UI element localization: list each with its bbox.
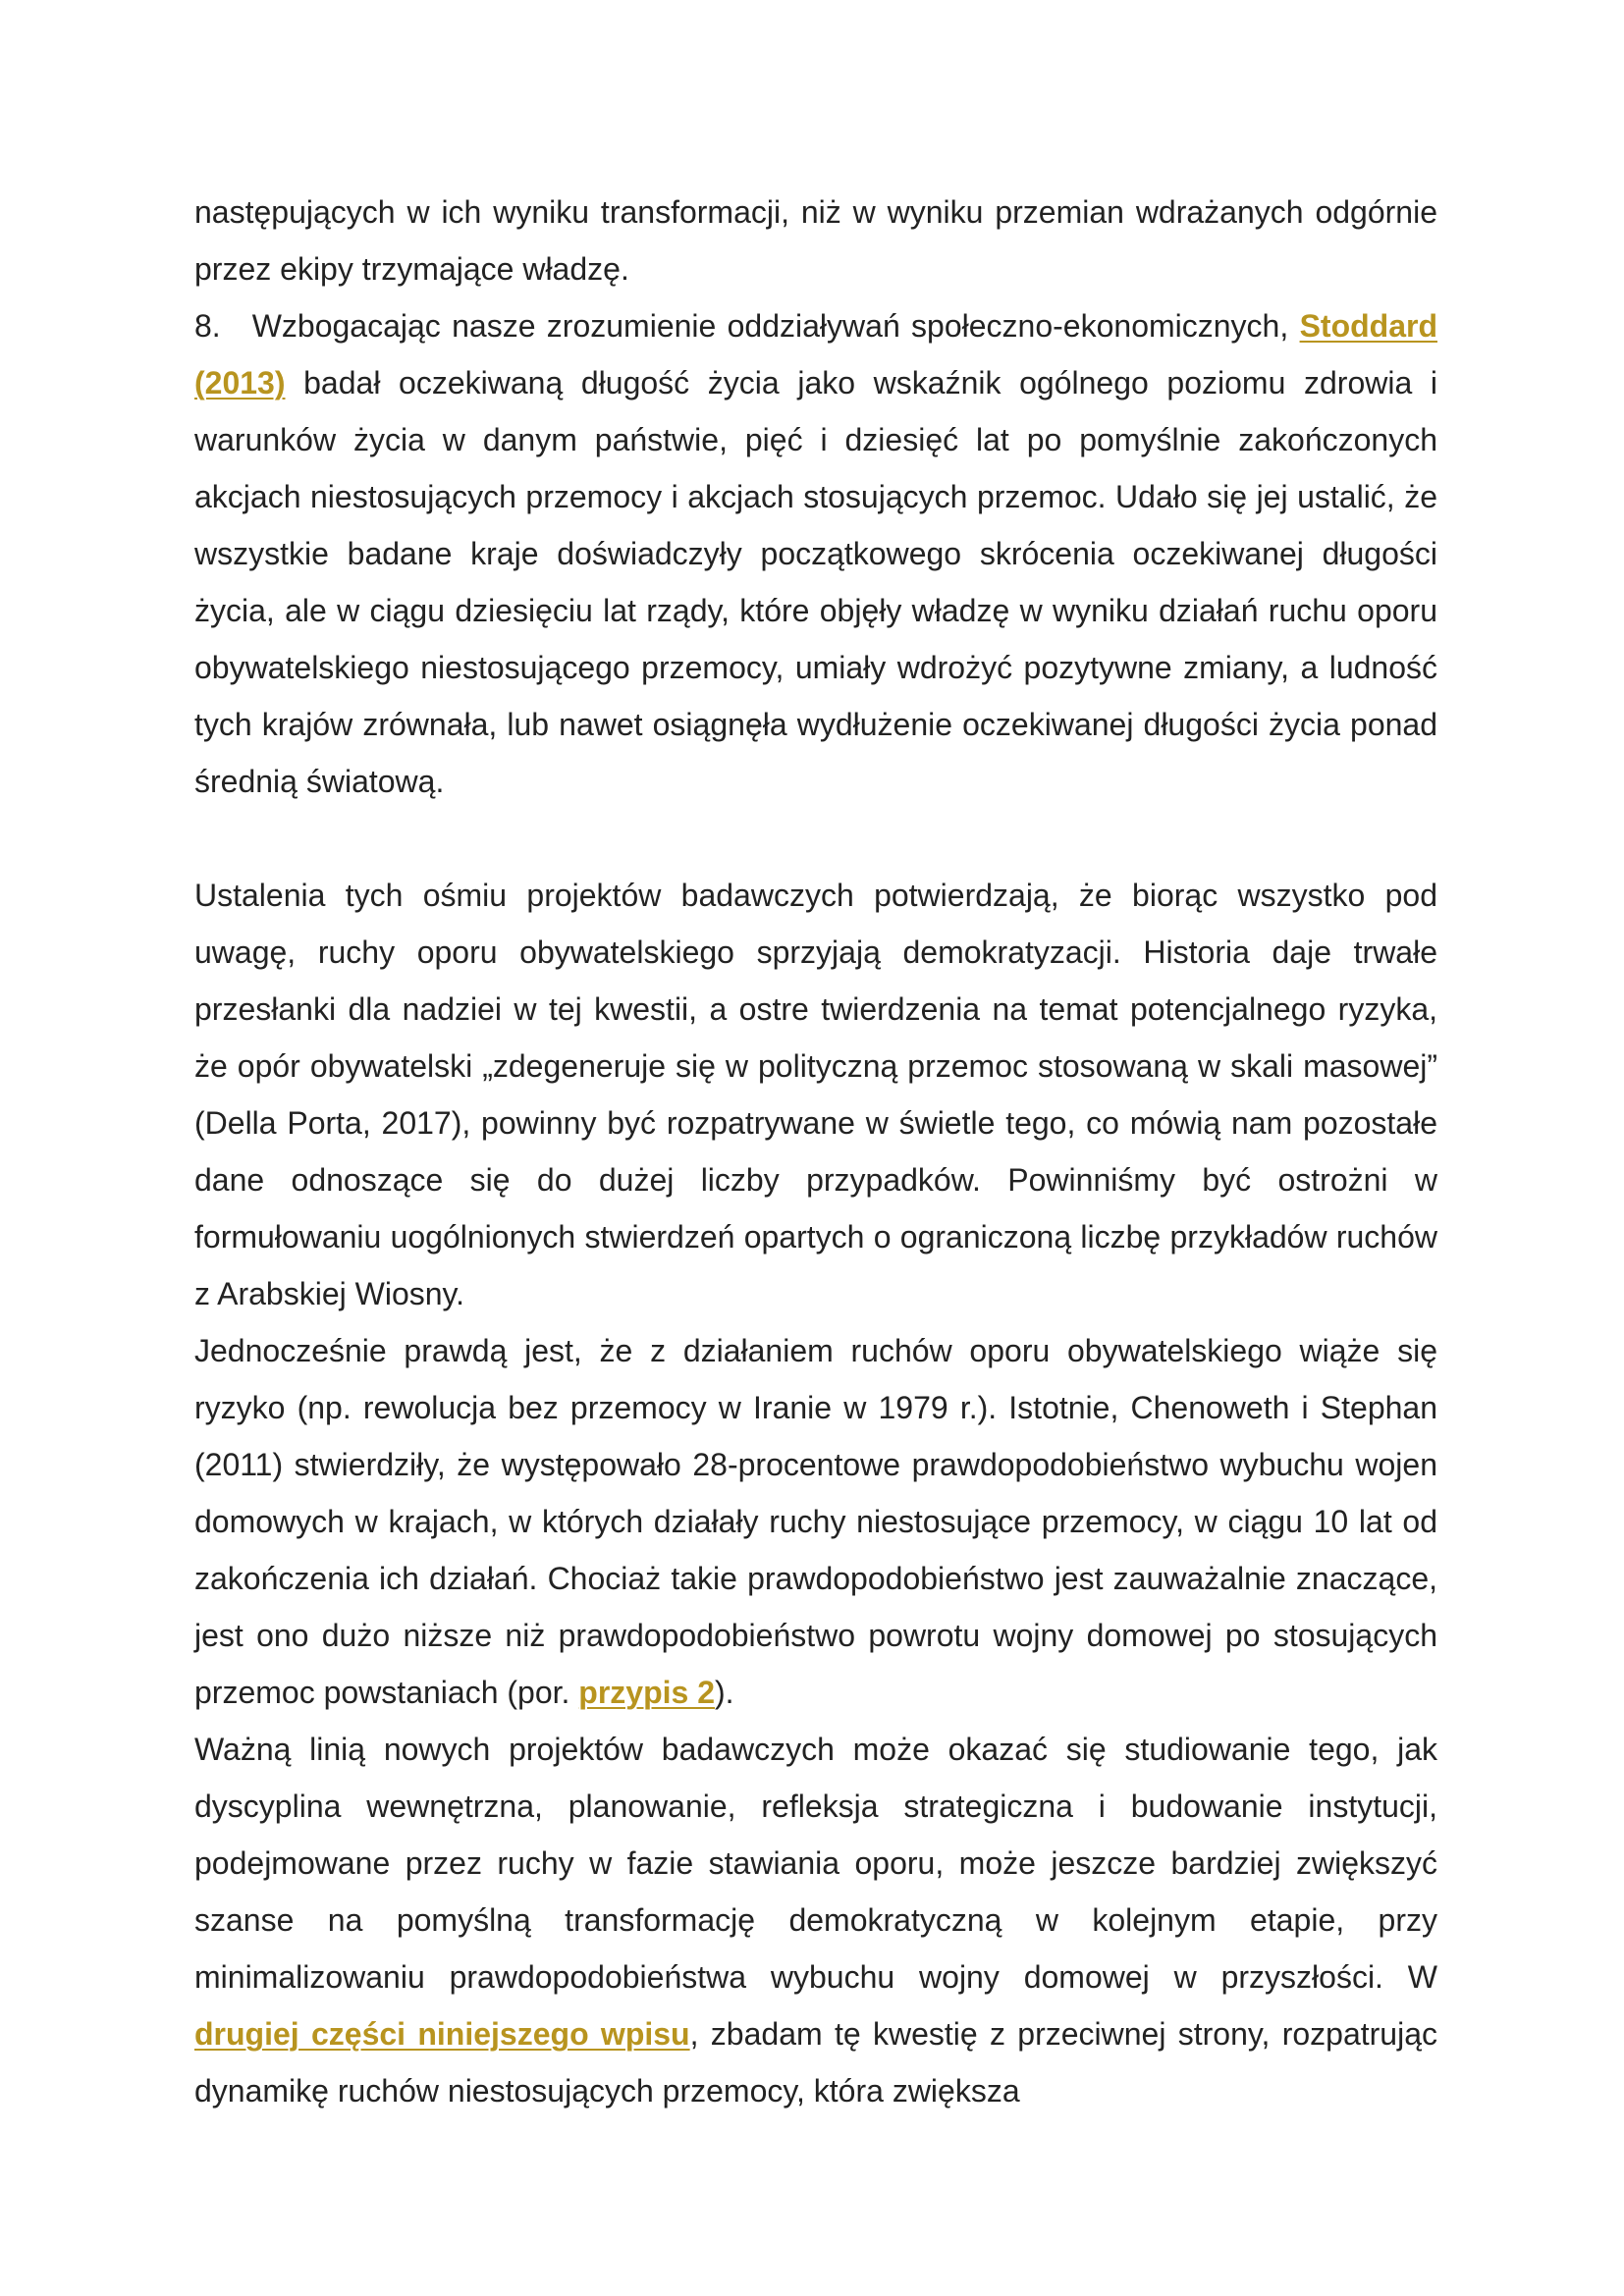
paragraph-5	[194, 1721, 1437, 2119]
paragraph-3: Ustalenia tych ośmiu projektów badawczych potwierdzają, że biorąc wszystko pod uwagę, ruchy oporu obywatelskiego sprzyjają demokratyzacji. Historia daje trwałe przesłanki dla nadziei w tej kwestii, a ostre twierdzenia na temat potencjalnego ryzyka, że opór obywatelski „zdegeneruje się w polityczną przemoc stosowaną w skali masowej” (Della Porta, 2017), powinny być rozpatrywane w świetle tego, co mówią nam pozostałe dane odnoszące się do dużej liczby przypadków. Powinniśmy być ostrożni w formułowaniu uogólnionych stwierdzeń opartych o ograniczoną liczbę przykładów ruchów z Arabskiej Wiosny.	[194, 878, 1437, 1311]
stoddard-citation-link[interactable]: Stoddard (2013)	[194, 308, 1437, 400]
paragraph-4-suffix: ).	[715, 1675, 734, 1710]
paragraph-4-prefix: Jednocześnie prawdą jest, że z działaniem ruchów oporu obywatelskiego wiąże się ryzyko (np. rewolucja bez przemocy w Iranie w 1979 r.). Istotnie, Chenoweth i Stephan (2011) stwierdziły, że występowało 28-procentowe prawdopodobieństwo wybuchu wojen domowych w krajach, w których działały ruchy niestosujące przemocy, w ciągu 10 lat od zakończenia ich działań. Chociaż takie prawdopodobieństwo jest zauważalnie znaczące, jest ono dużo niższe niż prawdopodobieństwo powrotu wojny domowej po stosujących przemoc powstaniach (por.	[194, 1333, 1437, 1710]
second-part-link[interactable]: drugiej części niniejszego wpisu	[194, 2016, 690, 2052]
paragraph-5-prefix: Ważną linią nowych projektów badawczych może okazać się studiowanie tego, jak dyscyplina wewnętrzna, planowanie, refleksja strategiczna i budowanie instytucji, podejmowane przez ruchy w fazie stawiania oporu, może jeszcze bardziej zwiększyć szanse na pomyślną transformację demokratyczną w kolejnym etapie, przy minimalizowaniu prawdopodobieństwa wybuchu wojny domowej w przyszłości. W	[194, 1732, 1437, 1995]
paragraph-2	[194, 297, 1437, 810]
document-body	[194, 184, 1437, 2119]
paragraph-2-prefix: 8. Wzbogacając nasze zrozumienie oddziaływań społeczno-ekonomicznych,	[194, 308, 1300, 344]
footnote-2-link[interactable]: przypis 2	[578, 1675, 716, 1710]
paragraph-2-suffix: badał oczekiwaną długość życia jako wskaźnik ogólnego poziomu zdrowia i warunków życia w danym państwie, pięć i dziesięć lat po pomyślnie zakończonych akcjach niestosujących przemocy i akcjach stosujących przemoc. Udało się jej ustalić, że wszystkie badane kraje doświadczyły początkowego skrócenia oczekiwanej długości życia, ale w ciągu dziesięciu lat rządy, które objęły władzę w wyniku działań ruchu oporu obywatelskiego niestosującego przemocy, umiały wdrożyć pozytywne zmiany, a ludność tych krajów zrównała, lub nawet osiągnęła wydłużenie oczekiwanej długości życia ponad średnią światową.	[194, 365, 1437, 799]
paragraph-5-suffix: , zbadam tę kwestię z przeciwnej strony, rozpatrując dynamikę ruchów niestosujących przemocy, która zwiększa	[194, 2016, 1438, 2109]
paragraph-spacer	[194, 810, 1437, 867]
paragraph-1: następujących w ich wyniku transformacji, niż w wyniku przemian wdrażanych odgórnie przez ekipy trzymające władzę.	[194, 194, 1437, 287]
paragraph-4	[194, 1322, 1437, 1721]
